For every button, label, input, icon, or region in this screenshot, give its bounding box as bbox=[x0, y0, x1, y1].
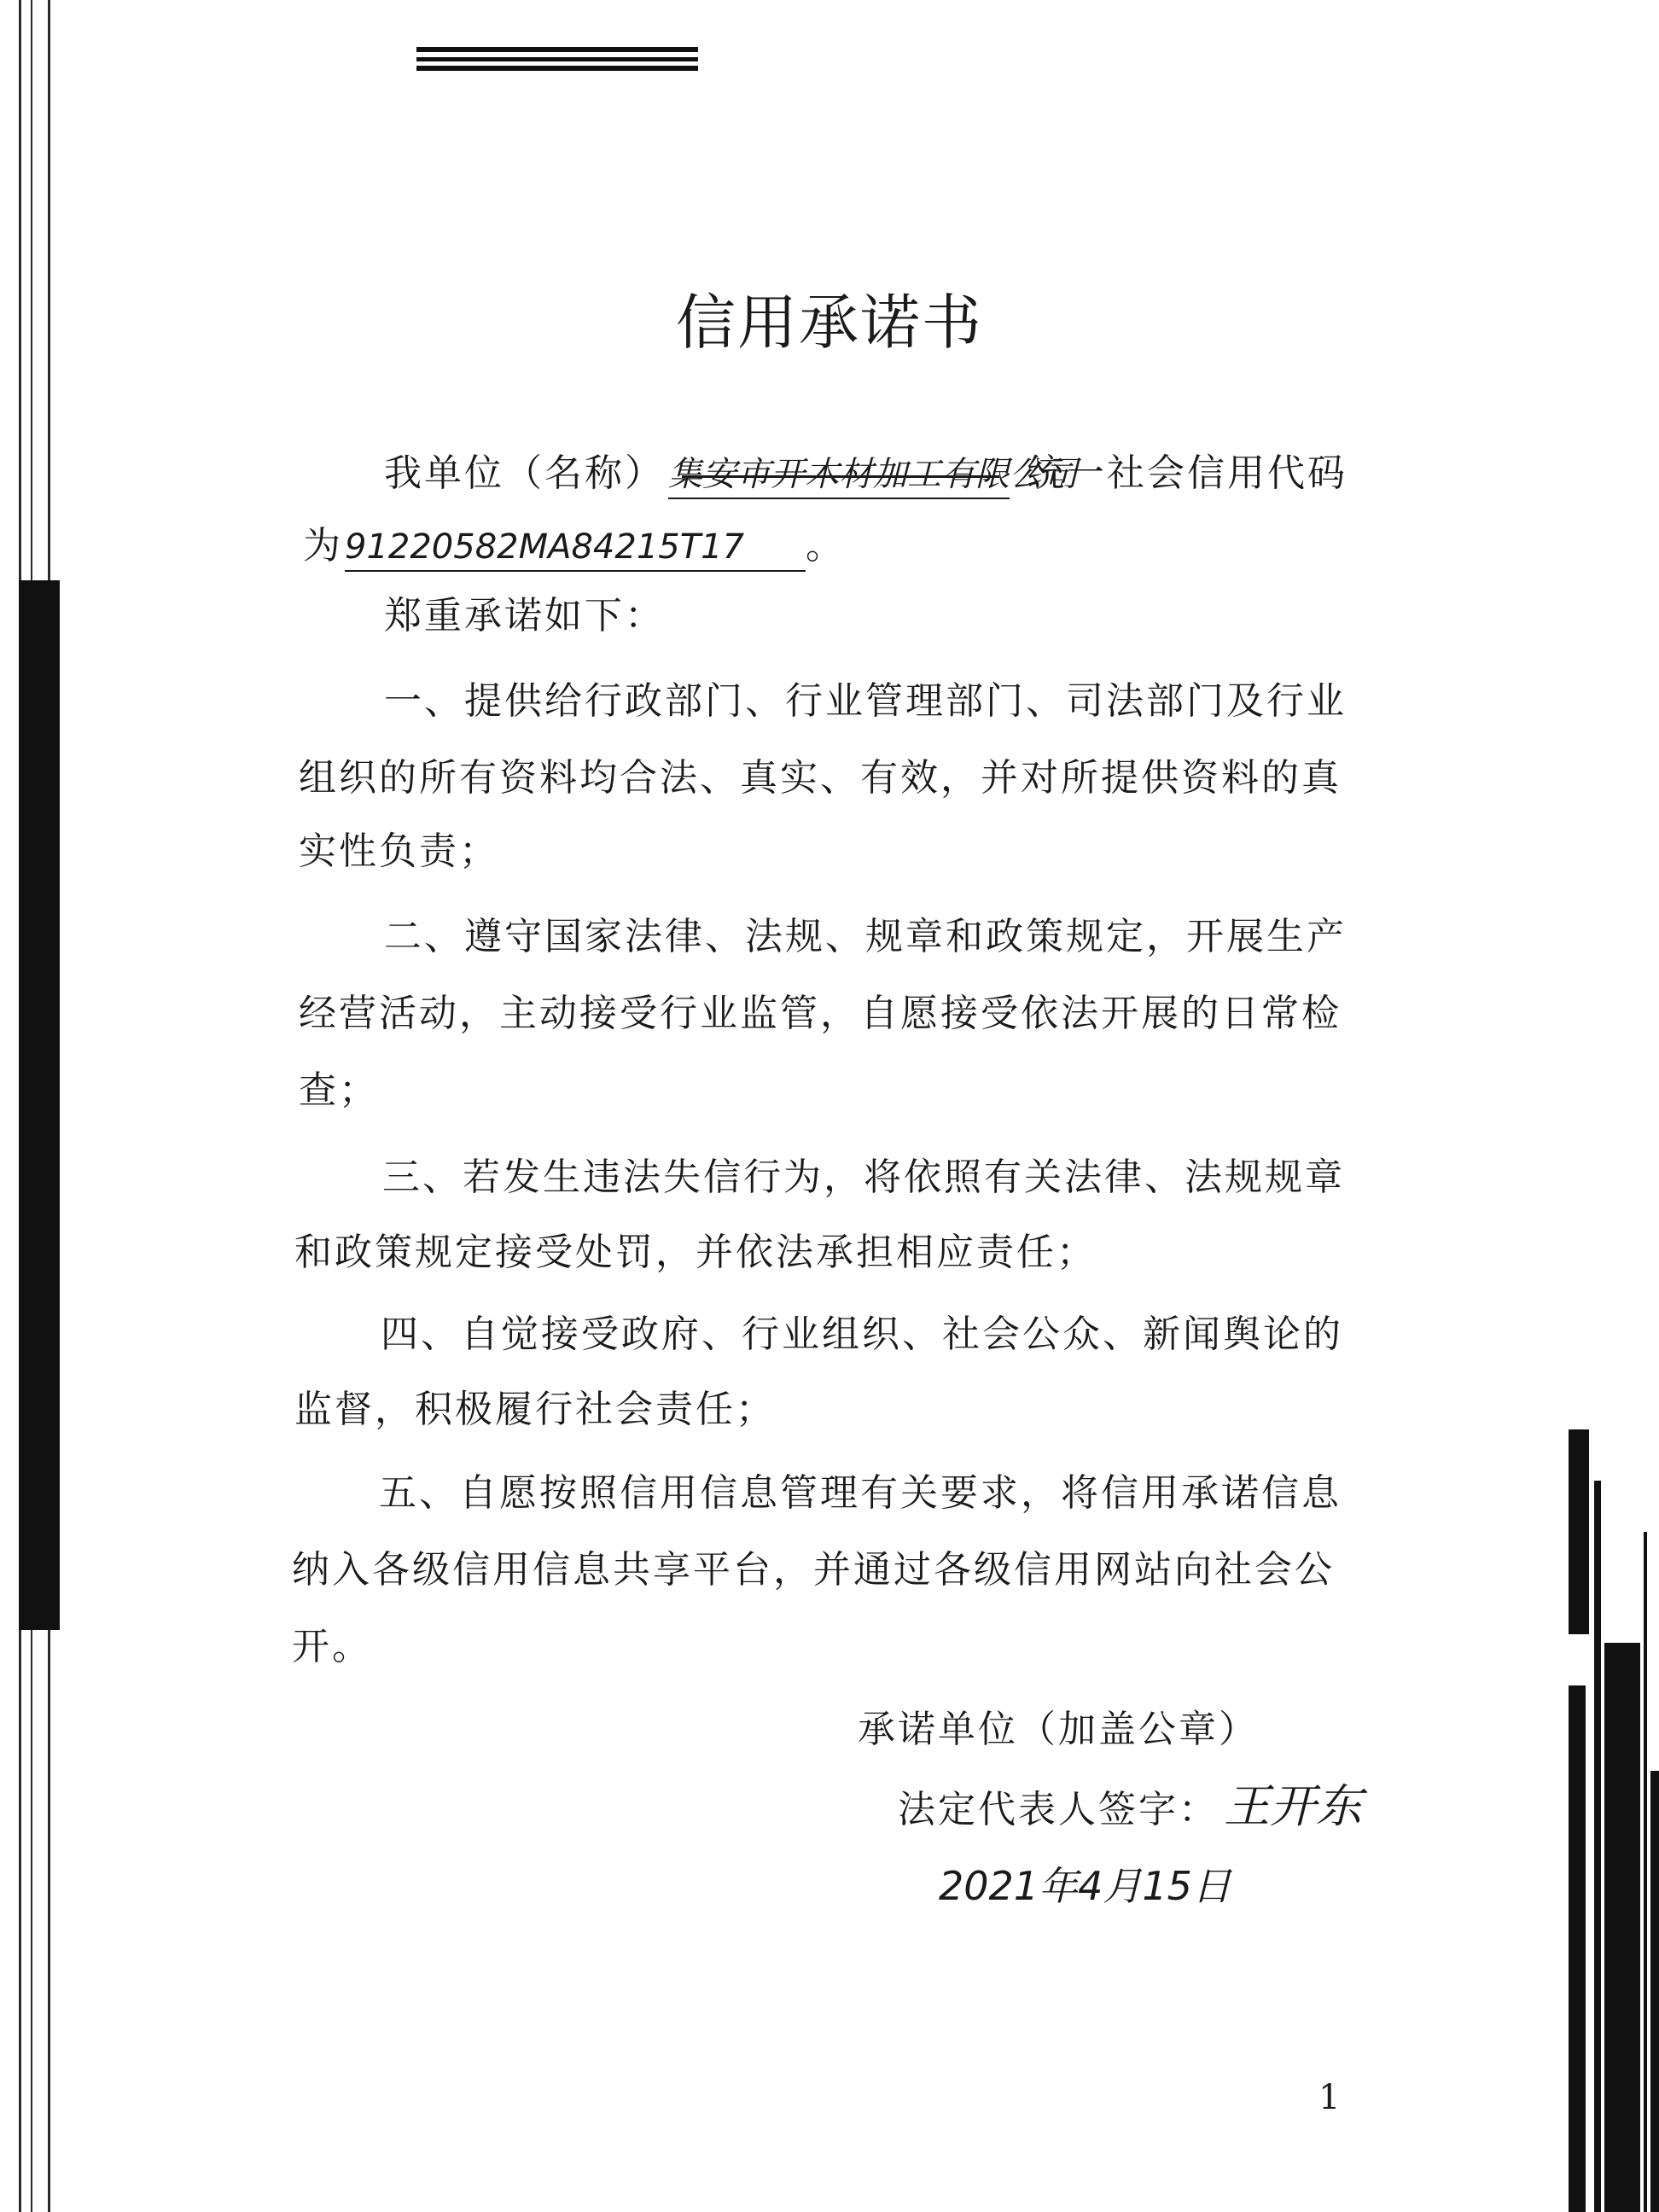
rep-signature-label: 法定代表人签字： bbox=[898, 1788, 1219, 1831]
signing-date: 2021年4月15日 bbox=[939, 1863, 1231, 1909]
credit-code-field bbox=[345, 524, 806, 572]
item-3-line-1: 三、若发生违法失信行为，将依照有关法律、法规规章 bbox=[382, 1155, 1345, 1199]
unit-name-field bbox=[668, 451, 1078, 499]
credit-code-value: 91220582MA84215T17 bbox=[345, 527, 745, 567]
item-1-line-2: 组织的所有资料均合法、真实、有效，并对所提供资料的真 bbox=[299, 756, 1342, 800]
signature-line bbox=[898, 1781, 1362, 1836]
document-title: 信用承诺书 bbox=[676, 288, 983, 358]
item-5-line-3: 开。 bbox=[292, 1625, 372, 1668]
item-1-line-1: 一、提供给行政部门、行业管理部门、司法部门及行业 bbox=[384, 679, 1347, 723]
code-prefix: 为 bbox=[303, 524, 343, 568]
item-5-line-2: 纳入各级信用信息共享平台，并通过各级信用网站向社会公 bbox=[292, 1548, 1335, 1592]
code-suffix: 。 bbox=[806, 524, 846, 568]
scan-top-artifact bbox=[416, 47, 698, 73]
scan-right-artifact bbox=[1569, 1429, 1659, 2212]
item-4-line-1: 四、自觉接受政府、行业组织、社会公众、新闻舆论的 bbox=[381, 1313, 1343, 1356]
item-2-line-1: 二、遵守国家法律、法规、规章和政策规定，开展生产 bbox=[384, 915, 1347, 958]
item-5-line-1: 五、自愿按照信用信息管理有关要求，将信用承诺信息 bbox=[379, 1471, 1342, 1515]
item-4-line-2: 监督，积极履行社会责任； bbox=[294, 1388, 776, 1431]
commit-heading: 郑重承诺如下： bbox=[384, 594, 665, 637]
item-2-line-2: 经营活动，主动接受行业监管，自愿接受依法开展的日常检 bbox=[299, 992, 1342, 1035]
unit-name-value: 集安市开木材加工有限公司 bbox=[668, 455, 1078, 494]
seal-label: 承诺单位（加盖公章） bbox=[858, 1708, 1259, 1751]
intro-prefix: 我单位（名称） bbox=[384, 451, 665, 495]
credit-code-label: 统一社会信用代码 bbox=[1027, 451, 1348, 495]
intro-line-2 bbox=[303, 521, 846, 572]
page-number: 1 bbox=[1318, 2078, 1341, 2117]
item-1-line-3: 实性负责； bbox=[299, 830, 499, 873]
item-3-line-2: 和政策规定接受处罚，并依法承担相应责任； bbox=[294, 1231, 1097, 1274]
rep-signature: 王开东 bbox=[1224, 1779, 1362, 1833]
item-2-line-3: 查； bbox=[299, 1068, 379, 1112]
intro-line-1 bbox=[384, 448, 1348, 499]
